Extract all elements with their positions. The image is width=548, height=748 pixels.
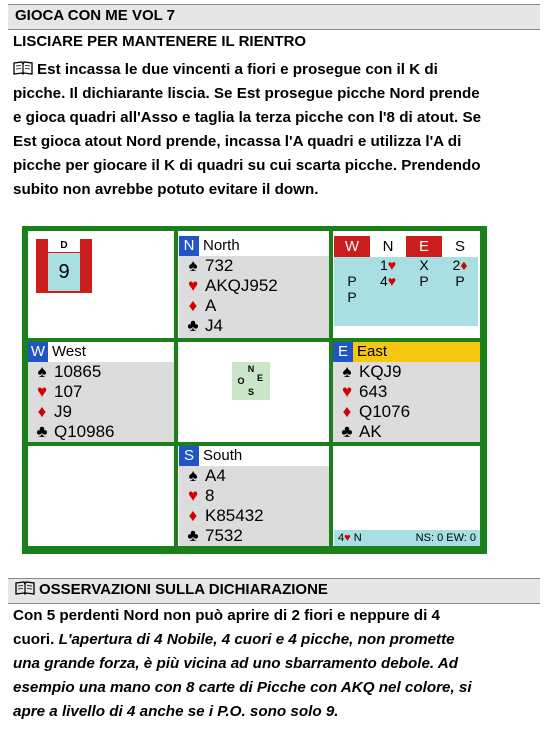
heart-icon: ♥ [341, 382, 353, 401]
paragraph-line: esempio una mano con 8 carte di Picche con AKQ nel colore, si [13, 679, 472, 696]
diamond-icon: ♦ [37, 402, 47, 421]
paragraph-line: e gioca quadri all'Asso e taglia la terza picche con l'8 di atout. Se [13, 109, 482, 126]
bid-header-south: S [454, 238, 465, 255]
bid-header-north: N [382, 238, 394, 255]
section-header [8, 4, 540, 30]
bid: 4♥ [379, 273, 397, 289]
south-diamonds: ♦ K85432 [179, 506, 329, 526]
bid: P [347, 289, 357, 305]
bridge-board [22, 226, 487, 554]
compass-south: S [247, 387, 254, 397]
west-hand [28, 342, 174, 442]
south-header [179, 446, 329, 466]
west-header [28, 342, 174, 362]
west-clubs: ♣ Q10986 [28, 422, 174, 442]
bid-header-east: E [406, 236, 442, 257]
north-diamonds: ♦ A [179, 296, 329, 316]
west-spades: ♠ 10865 [28, 362, 174, 382]
east-badge: E [333, 342, 353, 362]
south-badge: S [179, 446, 199, 466]
north-badge: N [179, 236, 199, 256]
east-clubs: ♣ AK [333, 422, 480, 442]
north-hand [179, 236, 329, 338]
east-header [333, 342, 480, 362]
diamond-icon: ♦ [342, 402, 352, 421]
compass-west: O [237, 376, 245, 386]
board-border [22, 546, 487, 554]
contract-label: 4♥ N [338, 532, 362, 544]
bid-header-west: W [334, 236, 370, 257]
east-hearts: ♥ 643 [333, 382, 480, 402]
subtitle: LISCIARE PER MANTENERE IL RIENTRO [13, 33, 307, 50]
club-icon: ♣ [341, 422, 353, 441]
paragraph-line: apre a livello di 4 anche se i P.O. sono solo 9. [13, 703, 339, 720]
book-icon [13, 61, 33, 75]
diamond-icon: ♦ [188, 506, 198, 525]
paragraph-line: picche per giocare il K di quadri su cui scarta picche. Prendendo [13, 157, 481, 174]
board-number: 9 [48, 253, 80, 291]
east-name: East [357, 343, 388, 360]
dealer-label: D [48, 239, 80, 252]
east-diamonds: ♦ Q1076 [333, 402, 480, 422]
board-divider [174, 226, 178, 554]
south-hearts: ♥ 8 [179, 486, 329, 506]
section-title: GIOCA CON ME VOL 7 [15, 7, 176, 24]
south-spades: ♠ A4 [179, 466, 329, 486]
bidding-table [334, 236, 478, 326]
paragraph-line: subito non avrebbe potuto evitare il down. [13, 181, 319, 198]
north-name: North [203, 237, 240, 254]
compass-east: E [256, 373, 263, 383]
status-bar [334, 530, 480, 546]
bid: P [455, 273, 465, 289]
club-icon: ♣ [187, 526, 199, 545]
diamond-icon: ♦ [188, 296, 198, 315]
board-border [480, 226, 487, 554]
bid: 2♦ [452, 257, 468, 273]
score-label: NS: 0 EW: 0 [415, 532, 476, 544]
bid: X [419, 257, 429, 273]
club-icon: ♣ [187, 316, 199, 335]
spade-icon: ♠ [37, 362, 47, 381]
north-spades: ♠ 732 [179, 256, 329, 276]
paragraph-line: Est incassa le due vincenti a fiori e prosegue con il K di [13, 58, 538, 82]
dealer-indicator [36, 239, 92, 293]
board-border [22, 226, 487, 231]
club-icon: ♣ [36, 422, 48, 441]
compass-icon [232, 362, 270, 400]
north-hearts: ♥ AKQJ952 [179, 276, 329, 296]
west-name: West [52, 343, 86, 360]
bidding-header [334, 236, 478, 257]
paragraph-line: Est gioca atout Nord prende, incassa l'A quadri e utilizza l'A di [13, 133, 462, 150]
heart-icon: ♥ [187, 276, 199, 295]
paragraph-line: picche. Il dichiarante liscia. Se Est prosegue picche Nord prende [13, 85, 480, 102]
bid: P [347, 273, 357, 289]
south-name: South [203, 447, 243, 464]
west-hearts: ♥ 107 [28, 382, 174, 402]
paragraph-line: una grande forza, è più vicina ad uno sbarramento debole. Ad [13, 655, 459, 672]
spade-icon: ♠ [188, 466, 198, 485]
bidding-notes-paragraph [13, 604, 538, 724]
west-badge: W [28, 342, 48, 362]
east-spades: ♠ KQJ9 [333, 362, 480, 382]
paragraph-line: cuori. L'apertura di 4 Nobile, 4 cuori e 4 picche, non promette [13, 631, 455, 648]
spade-icon: ♠ [342, 362, 352, 381]
east-hand [333, 342, 480, 442]
heart-icon: ♥ [187, 486, 199, 505]
compass-north: N [247, 364, 255, 374]
section-header [8, 578, 540, 604]
book-icon [15, 581, 35, 595]
heart-icon: ♥ [36, 382, 48, 401]
south-clubs: ♣ 7532 [179, 526, 329, 546]
paragraph-line: Con 5 perdenti Nord non può aprire di 2 fiori e neppure di 4 [13, 607, 440, 624]
bid: 1♥ [379, 257, 397, 273]
section-title: OSSERVAZIONI SULLA DICHIARAZIONE [39, 581, 328, 598]
analysis-paragraph [13, 58, 538, 202]
north-clubs: ♣ J4 [179, 316, 329, 336]
spade-icon: ♠ [188, 256, 198, 275]
south-hand [179, 446, 329, 546]
north-header [179, 236, 329, 256]
bid: P [419, 273, 429, 289]
west-diamonds: ♦ J9 [28, 402, 174, 422]
